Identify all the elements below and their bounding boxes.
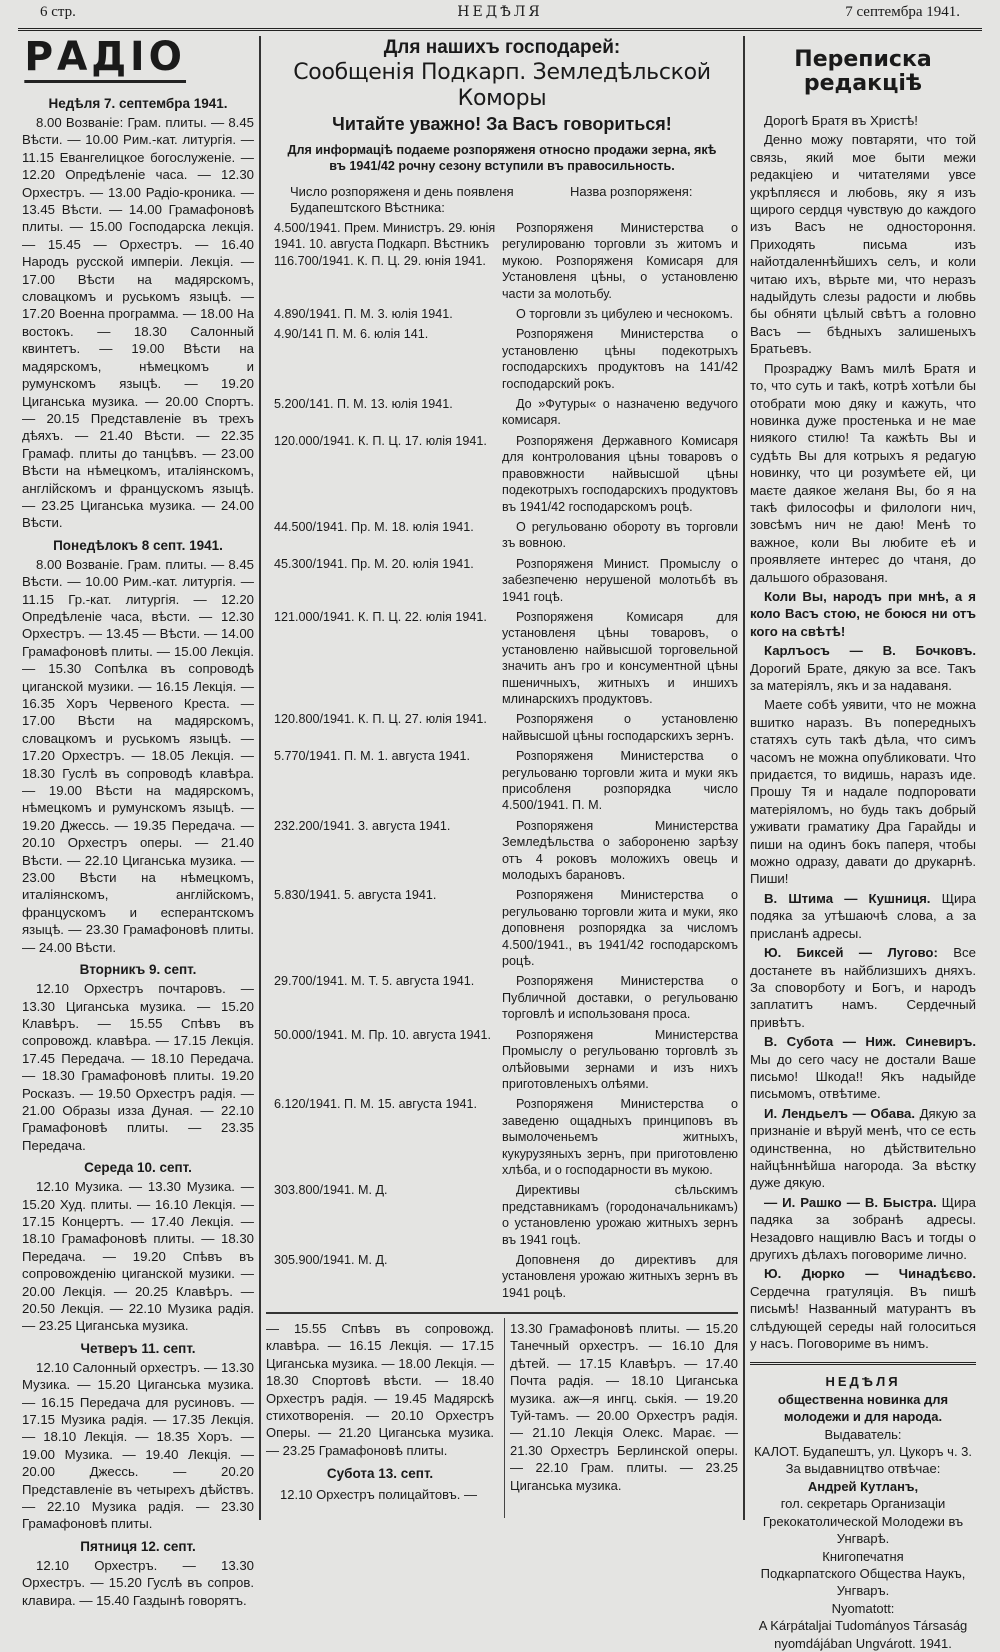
decree-title: Розпоряженя Министерства о заведеню ощадныхъ принциповъ въ вымолоченьемъ житныхъ, кукурузяныхъ зернъ, при приготовленю хлѣба, и о господарности въ мукою. [502,1097,738,1177]
imprint-subtitle: общественна новинка для молодежи и для народа. [777,1391,949,1425]
reply-recipient: Ю. Биксей — Лугово: [764,945,938,961]
saturday-title: Субота 13. септ. [326,1466,434,1482]
decree-number: 5.200/141. П. М. 13. юлія 1941. [274,397,453,412]
radio-continued [266,1312,738,1520]
reply-text: Дякую за признаніе и вѣруй менѣ, что се есть одинственна, но дѣйствительно найцѣннѣйша нагорода. За вѣстку дуже дякую. [750,1105,976,1191]
radio-continued-right: 13.30 Грамафоновѣ плиты. — 15.20 Танечный орхестръ. — 16.10 Для дѣтей. — 17.15 Клавѣръ. — 17.40 Почта радія. — 18.10 Циганська музика. аж—я ингц. ськія. — 19.20 Туй-тамъ. — 20.00 Орхестръ радія. — 21.10 Лекція Олекс. Марає. — 21.30 Орхестръ Берлинской оперы. — 22.10 Грам. плиты. — 23.25 Циганська музика. [510,1321,738,1493]
decree-number: 5.770/1941. П. М. 1. августа 1941. [274,749,470,764]
radio-continued-text: — 15.55 Спѣвъ въ сопровожд. клавѣра. — 16.15 Лекція. — 17.15 Циганська музика. — 18.00 Лекція. — 18.30 Спортовѣ вѣсти. — 18.40 Орхестръ радія. — 19.45 Мадярскѣ стихотворенія. — 20.10 Орхестръ Оперы. — 21.20 Циганська музика. — 23.25 Грамафоновѣ плиты. [266,1321,494,1458]
decree-title: Розпоряженя Министерства Земледѣльства о забороненю зарѣзу отъ 4 роковъ моложихъ овець и молодыхъ барановъ. [502,818,738,883]
decree-row [266,519,738,552]
decree-title: До »Футуры« о назначеню ведучого комисаря. [502,397,738,428]
publisher: КАЛОТ. Будапештъ, ул. Цукоръ ч. 3. [753,1444,973,1460]
paper-name: НЕДѢЛЯ [457,4,543,20]
decree-number: 6.120/1941. П. М. 15. августа 1941. [274,1097,477,1112]
page-header [40,4,960,28]
letter-reply [750,944,976,1031]
letters-paragraph: Денно можу повтаряти, что той связь, який мое быти межи редакціею и читателями увсе укрѣпляєся и любовь, яку я изъ щирого сердця чувствую до каждого изъ Васъ не одностороння. Приходять письма изъ найотдаленнѣйшихъ селъ, и коли читаю ихъ, вѣрьте ми, что неразъ надыйдуть слезы радости и любвь бы обняти цѣлый свѣтъ а головно Васъ — бѣдныхъ залишеныхъ Братьевъ. [750,132,976,357]
decree-row [266,1027,738,1093]
decree-title: Розпоряженя Министерства о Публичной доставки, о регульованю торговлѣ и использованя проса. [502,974,738,1022]
radio-day-title: Пятниця 12. септ. [80,1538,196,1554]
letters-title: Переписка редакціѣ [794,47,932,96]
saturday-text: 12.10 Орхестръ полицайтовъ. — [280,1486,477,1502]
radio-column [22,34,254,1608]
decrees-column [266,36,738,1316]
publisher-label: Выдаватель: [824,1426,902,1442]
decree-title: Розпоряженя Комисаря для установленя цѣны товаровъ, о установленю найвысшой торговельной значить анъ гро и консументной цѣны пшеничныхъ, житныхъ и иншихъ млинарскихъ продуктовъ. [502,609,738,706]
decree-title: Розпоряженя Державного Комисаря для контролования цѣны товаровъ о правовжности найвысшой цѣны подекотрыхъ господарскихъ продуктовъ въ 1941/42 господарскомъ роцѣ. [502,433,738,514]
letters-paragraph: Прозраджу Вамъ милѣ Братя и то, что суть и такѣ, котрѣ хотѣли бы отобрати мою дяку и кажуть, что новинка дуже простенька и не мае ниякого стилю! Та кажѣть Вы и судѣть Вы для котрыхъ я редагую новинку, что ци розумѣете ей, ци маєте даякое желаня Вы, бо я на такѣ философы и филологи нич, зовсѣмъ нич не даю! Менѣ то важное, коли Вы любите еѣ и проявляете интерес до чтаня, до дальшого образованя. [750,360,976,585]
decree-number: 303.800/1941. М. Д. [274,1183,388,1198]
radio-day-title: Понедѣлокъ 8 септ. 1941. [53,537,223,553]
imprint [750,1362,976,1652]
radio-day-program: 12.10 Орхестръ почтаровъ. — 13.30 Циганська музика. — 15.20 Клавѣръ. — 15.55 Спѣвъ въ сопровожд. клавѣра. — 17.15 Лекція. 17.45 Передача. — 18.10 Передача. — 18.30 Грамафоновѣ плиты. 19.20 Росказъ. — 19.50 Орхестръ радія. — 21.00 Образы изза Дуная. — 22.10 Грамафоновѣ плиты. — 23.35 Передача. [22,981,254,1153]
decree-number: 232.200/1941. 3. августа 1941. [274,818,451,833]
decree-title: Директивы сѣльскимъ представникамъ (городоначальникамъ) о установленю урожаю житныхъ зернъ въ 1941 гоцѣ. [502,1183,738,1247]
decree-row [266,973,738,1022]
decree-title: О торговли зъ цибулею и чеснокомъ. [516,307,733,322]
radio-continued-left [266,1320,494,1503]
decree-number: 44.500/1941. Пр. М. 18. юлія 1941. [274,519,474,534]
decree-row [266,609,738,707]
decree-number: 5.830/1941. 5. августа 1941. [274,888,437,903]
decree-number: 4.500/1941. Прем. Министръ. 29. юнія 1941. 10. августа Подкарп. Вѣстникъ 116.700/1941. К. П. Ц. 29. юнія 1941. [274,221,496,268]
decree-row [266,220,738,302]
letter-reply [750,1105,976,1192]
printer: Подкарпатского Общества Наукъ, Унгваръ. [760,1565,966,1599]
decree-row [266,1096,738,1178]
decree-title: Розпоряженя Министерства о регулированю торговли зъ житомъ и мукою. Розпоряженя Комисаря для Установленя цѣны, о установленю части за молотьбу. [502,221,738,301]
radio-title: РАДІО [24,36,251,78]
header-rule [18,28,982,31]
decree-number-header: Число розпоряженя и день появленя Будапештского Вѣстника: [290,184,514,215]
radio-day-program: 12.10 Орхестръ. — 13.30 Орхестръ. — 15.20 Гуслѣ въ сопров. клавира. — 15.40 Газдынѣ говорятъ. [22,1557,254,1608]
editor: Андрей Кутланъ, [807,1478,919,1494]
editor-label: За выдавництво отвѣчае: [785,1461,941,1477]
letter-reply [750,696,976,887]
reply-text: Щира подяка за утѣшаючѣ слова, а за присланѣ адресы. [750,890,976,941]
decree-title: О регульованю обороту въ торговли зъ вовною. [502,519,738,551]
decree-row [266,1252,738,1301]
reply-text: Маете собѣ уявити, что не можна вшитко наразъ. Въ попередныхъ статяхъ суть такѣ дѣла, что симъ часомъ не можна опубликовати. Что придаєтся, то видишь, наразъ иде. Прошу Тя и надале подпоровати матеріяломъ, но будь такъ добрый уживати граматику Дра Гарайды и пиши на одинъ бокъ паперя, чтобы можно одразу, давати до друкарнѣ. Пиши! [750,697,976,887]
reply-recipient: Карлъосъ — В. Бочковъ. [764,643,976,659]
editor-role: гол. секретарь Организаціи Грекокатолической Молодежи въ Унгварѣ. [762,1496,964,1547]
decrees-call: Читайте уважно! За Васъ говориться! [332,114,672,134]
decree-title-header: Назва розпоряженя: [570,184,693,199]
reply-recipient: — И. Рашко — В. Быстра. [764,1194,937,1210]
reply-text: Все достанете въ найблизшихъ дняхъ. За споворботу и Богъ, и народъ заплатитъ намъ. Сердечный привѣтъ. [750,945,976,1030]
radio-schedule [22,96,254,1609]
page-number: 6 стр. [40,4,76,20]
radio-day-program: 8.00 Возванie: Грам. плиты. — 8.45 Вѣсти. — 10.00 Рим.-кат. литургія. — 11.15 Евангелицкое богослуженіе. — 12.20 Опредѣленіе часа. — 12.30 Орхестръ. — 13.00 Радіо-кроника. — 13.45 Вѣсти. — 14.00 Грамафоновѣ плиты. — 15.00 Господарска лекція. — 15.45 — Орхестръ. — 16.40 Народъ русской имперіи. Лекція. — 17.00 Вѣсти на мадярскомъ, словацкомъ и руськомъ языцѣ. — 17.20 Военна программа. — 18.00 На востокъ. — 18.30 Салонный квинтетъ. — 19.00 Вѣсти на мадярскомъ, нѣмецкомъ и румунскомъ языцѣ. — 19.20 Циганська музика. — 20.00 Спортъ. — 20.15 Представленіе въ трехъ дѣяхъ. — 21.40 Вѣсти. — 22.35 Грамаф. плиты до танцѣвъ. — 23.00 Вѣсти на нѣмецкомъ, италіянскомъ, англійскомъ и францускомъ языцѣ. — 23.25 Циганська музика. — 24.00 Вѣсти. [22,115,254,531]
radio-day-program: 8.00 Возванie. Грам. плиты. — 8.45 Вѣсти. — 10.00 Рим.-кат. литургія. — 11.15 Гр.-кат. литургія. — 12.20 Опредѣленіе часа, вѣсти. — 12.30 Орхестръ. — 13.45 — Вѣсти. — 14.00 Грамафоновѣ плиты. — 15.00 Лекція. — 15.30 Сопѣлка въ сопроводѣ циганской музики. — 16.15 Лекція. — 16.35 Хоръ Червеного Креста. — 17.00 Вѣсти на мадярскомъ, словацкомъ и руськомъ языцѣ. — 17.20 Орхестръ. — 18.05 Лекція. — 18.30 Гуслѣ въ сопроводѣ клавѣра. — 19.00 Вѣсти на мадярскомъ, нѣмецкомъ и румунскомъ языцѣ. — 19.20 Джессь. — 19.35 Передача. — 20.10 Орхестръ оперы. — 21.40 Вѣсти. — 22.10 Циганська музика. — 23.00 Вѣсти на нѣмецкомъ, италіянскомъ, англійскомъ, францускомъ и есперантскомъ языцѣ. — 23.30 Грамафоновѣ плиты. — 24.00 Вѣсти. [22,556,254,955]
decree-number: 4.890/1941. П. М. 3. юлія 1941. [274,307,453,322]
decree-title: Розпоряженя о установленю найвысшой цѣны господарскихъ зернъ. [502,712,738,743]
printer-label: Книгопечатня [822,1548,904,1564]
decree-row [266,748,738,814]
strip-divider [504,1318,505,1518]
decree-row [266,711,738,744]
decree-number: 29.700/1941. М. Т. 5. августа 1941. [274,974,475,989]
decree-title: Розпоряженя Министерства о регульованю торговли жита и муки, яко доповненя розпорядка за числомъ 4.500/1941., въ 1941/42 господарскомъ роцѣ. [502,888,738,969]
decree-row [266,396,738,429]
decree-title: Розпоряженя Министерства о установленю цѣны подекотрыхъ господарскихъ продуктовъ на 141/42 господарский рокъ. [502,327,738,391]
decree-row [266,556,738,605]
decree-number: 4.90/141 П. М. 6. юлія 141. [274,327,429,342]
imprint-name: НЕДѢЛЯ [825,1374,901,1390]
printer-hu: A Kárpátaljai Tudományos Társaság nyomdájában Ungvárott. 1941. [758,1618,968,1651]
decree-row [266,818,738,884]
radio-day-title: Недѣля 7. септембра 1941. [48,96,228,111]
radio-day-program: 12.10 Музика. — 13.30 Музика. — 15.20 Худ. плиты. — 16.10 Лекція. — 17.15 Концертъ. — 17.40 Лекція. — 18.10 Грамафоновѣ плиты. — 18.30 Передача. — 19.20 Спѣвъ въ сопровожденію циганской музики. — 20.00 Лекція. — 20.25 Клавѣръ. — 20.50 Лекція. — 22.10 Музика радія. — 23.25 Циганська музика. [22,1179,254,1334]
letter-reply [750,890,976,942]
reply-text: Щира падяка за зобранѣ адресы. Незадовго нащивлю Васъ и тогды о другихъ дѣлахъ поговориме лично. [750,1194,976,1262]
letters-column [750,36,976,1651]
reply-recipient: Ю. Дюрко — Чинадѣєво. [764,1266,976,1282]
nyomatott: Nyomatott: [831,1600,895,1616]
reply-text: Мы до сего часу не достали Ваше письмо! Шкода!! Якъ надыйде письмомъ, отвѣтиме. [750,1051,976,1102]
letter-reply [750,1265,976,1352]
decree-number: 50.000/1941. М. Пр. 10. августа 1941. [274,1027,491,1042]
radio-day-title: Вторникъ 9. септ. [79,962,197,978]
decree-title: Доповненя до директивъ для установленя урожаю житныхъ зернъ въ 1941 роцѣ. [502,1252,738,1300]
radio-day-program: 12.10 Салонный орхестръ. — 13.30 Музика. — 15.20 Циганська музика. — 16.15 Передача для русиновъ. — 17.15 Музика радія. — 17.35 Лекція. — 18.10 Лекція. — 18.35 Хоръ. — 19.00 Музика. — 19.40 Лекція. — 20.00 Джессь. — 20.20 Представленіе въ четырехъ дѣйствъ. — 22.10 Музика радія. — 23.30 Грамафоновѣ плиты. [22,1359,254,1532]
radio-day-title: Середа 10. септ. [84,1160,192,1176]
letter-reply [750,1033,976,1103]
decree-row [266,306,738,322]
column-divider [259,36,261,1520]
decrees-subheading: Сообщенія Подкарп. Земледѣльской Коморы [293,60,711,111]
decree-row [266,887,738,969]
decree-title: Розпоряженя Минист. Промыслу о забезпеченю нерушеной молотьбѣ въ 1941 гоцѣ. [502,556,738,604]
letter-reply [750,642,976,694]
decree-title: Розпоряженя Министерства о регульованю торговли жита и муки якъ присобленя розпорядка число 4.500/1941. П. М. [502,749,738,813]
decree-row [266,433,738,515]
decrees-heading: Для нашихъ господарей: [383,37,621,58]
decree-row [266,326,738,392]
letters-motto: Коли Вы, народъ при мнѣ, а я коло Васъ стою, не боюся ни отъ кого на свѣтѣ! [750,588,976,639]
letter-replies [750,642,976,1352]
reply-recipient: И. Лендьелъ — Обава. [764,1105,916,1121]
decree-title: Розпоряженя Министерства Промыслу о регульованю торговлѣ зъ олѣйовыми зернами и изъ нихъ приготовленыхъ олѣями. [502,1027,738,1091]
decrees-table-header [266,184,738,216]
reply-text: Дорогий Брате, дякую за все. Такъ за матеріялъ, якъ и за надаваня. [750,660,976,693]
column-divider [743,36,745,1520]
issue-date: 7 септембра 1941. [845,4,960,20]
letters-greeting: Дорогѣ Братя въ Христѣ! [764,113,918,128]
decrees-intro: Для информацiѣ подаеме розпоряженя относно продажи зерна, якѣ въ 1941/42 рочну сезону вступили въ правосильность. [287,143,717,173]
decree-number: 45.300/1941. Пр. М. 20. юлія 1941. [274,556,474,571]
reply-recipient: В. Субота — Ниж. Синевиръ. [764,1034,976,1050]
decree-number: 120.800/1941. К. П. Ц. 27. юлія 1941. [274,712,487,727]
decree-number: 121.000/1941. К. П. Ц. 22. юлія 1941. [274,609,487,624]
radio-day-title: Четверъ 11. септ. [80,1340,196,1356]
decrees-table [266,220,738,1301]
reply-recipient: В. Штима — Кушниця. [764,890,931,906]
decree-number: 120.000/1941. К. П. Ц. 17. юлія 1941. [274,433,487,448]
decree-row [266,1182,738,1248]
reply-text: Сердечна гратуляція. Въ пишѣ письмѣ! Названный матурантъ въ слѣдующей середы най голоситься у насъ. Поговориме въ нимъ. [750,1283,976,1352]
decree-number: 305.900/1941. М. Д. [274,1252,388,1267]
letter-reply [750,1194,976,1264]
